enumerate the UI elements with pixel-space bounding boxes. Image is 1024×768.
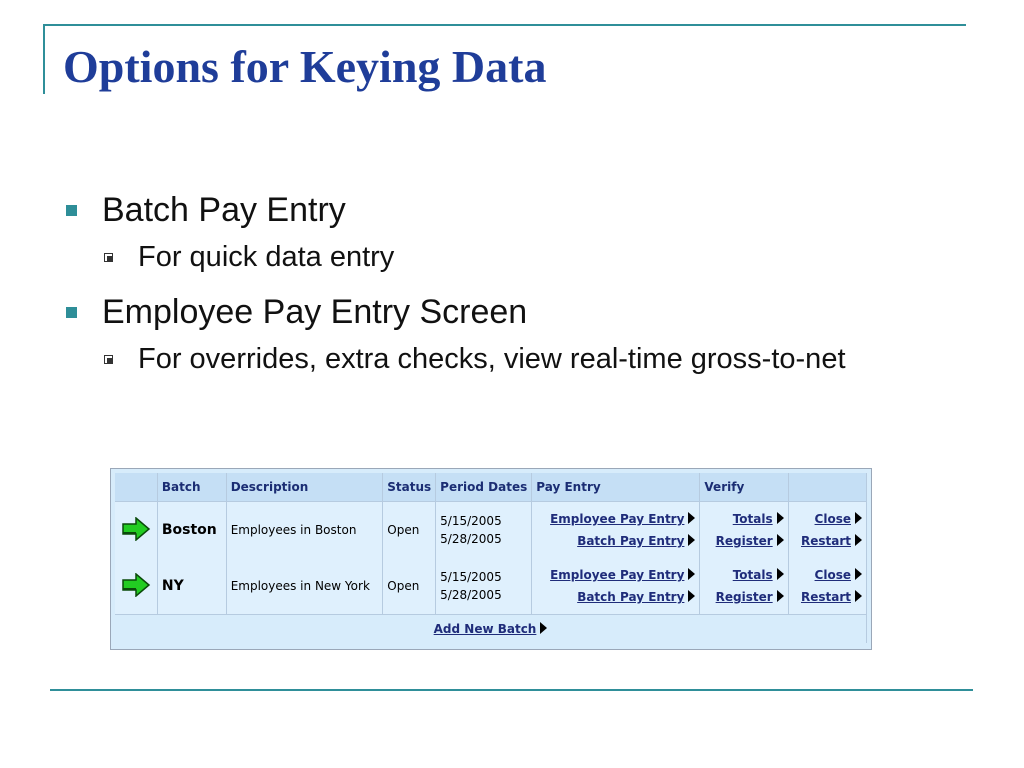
- header-description: Description: [226, 473, 383, 502]
- add-batch-cell: [115, 615, 867, 644]
- triangle-right-icon: [855, 590, 862, 602]
- header-status: Status: [383, 473, 436, 502]
- header-verify: Verify: [700, 473, 788, 502]
- go-cell[interactable]: [115, 502, 157, 559]
- totals-link[interactable]: Totals: [732, 512, 773, 526]
- close-link[interactable]: Close: [814, 568, 851, 582]
- sub-bullet-quick-entry: For quick data entry: [64, 240, 964, 274]
- header-pay-entry: Pay Entry: [532, 473, 700, 502]
- batch-description: Employees in New York: [226, 558, 383, 615]
- pay-entry-cell: [532, 558, 700, 615]
- table-row: [115, 558, 867, 615]
- restart-link[interactable]: Restart: [800, 590, 851, 604]
- triangle-right-icon: [777, 512, 784, 524]
- header-spacer: [115, 473, 157, 502]
- period-end: 5/28/2005: [440, 532, 502, 546]
- bullet-employee-pay-entry-screen: Employee Pay Entry Screen: [64, 292, 964, 332]
- slide-title: Options for Keying Data: [63, 41, 547, 92]
- employee-pay-entry-link[interactable]: Employee Pay Entry: [550, 568, 685, 582]
- batch-status: Open: [383, 502, 436, 559]
- bullet-list: [64, 190, 964, 394]
- table-header-row: [115, 473, 867, 502]
- triangle-right-icon: [688, 512, 695, 524]
- triangle-right-icon: [688, 590, 695, 602]
- period-start: 5/15/2005: [440, 514, 502, 528]
- batch-name: NY: [157, 558, 226, 615]
- hollow-square-bullet-icon: [104, 355, 113, 364]
- triangle-right-icon: [688, 568, 695, 580]
- hollow-square-bullet-icon: [104, 253, 113, 262]
- go-arrow-icon[interactable]: [121, 573, 151, 597]
- go-arrow-icon[interactable]: [121, 517, 151, 541]
- header-period-dates: Period Dates: [436, 473, 532, 502]
- triangle-right-icon: [777, 590, 784, 602]
- employee-pay-entry-link[interactable]: Employee Pay Entry: [550, 512, 685, 526]
- batch-pay-entry-link[interactable]: Batch Pay Entry: [577, 534, 685, 548]
- actions-cell: [788, 502, 866, 559]
- go-cell[interactable]: [115, 558, 157, 615]
- triangle-right-icon: [855, 512, 862, 524]
- batch-name: Boston: [157, 502, 226, 559]
- register-link[interactable]: Register: [715, 534, 773, 548]
- decorative-bottom-line: [50, 689, 973, 691]
- table-footer-row: [115, 615, 867, 644]
- period-start: 5/15/2005: [440, 570, 502, 584]
- period-dates: [436, 558, 532, 615]
- decorative-vertical-line: [43, 24, 45, 94]
- header-actions: [788, 473, 866, 502]
- add-new-batch-link[interactable]: Add New Batch: [433, 622, 537, 636]
- restart-link[interactable]: Restart: [800, 534, 851, 548]
- close-link[interactable]: Close: [814, 512, 851, 526]
- period-dates: [436, 502, 532, 559]
- triangle-right-icon: [855, 534, 862, 546]
- period-end: 5/28/2005: [440, 588, 502, 602]
- batch-status: Open: [383, 558, 436, 615]
- triangle-right-icon: [688, 534, 695, 546]
- batch-table: [115, 473, 867, 643]
- totals-link[interactable]: Totals: [732, 568, 773, 582]
- header-batch: Batch: [157, 473, 226, 502]
- triangle-right-icon: [777, 534, 784, 546]
- bullet-batch-pay-entry: Batch Pay Entry: [64, 190, 964, 230]
- triangle-right-icon: [855, 568, 862, 580]
- batch-description: Employees in Boston: [226, 502, 383, 559]
- triangle-right-icon: [777, 568, 784, 580]
- verify-cell: [700, 558, 788, 615]
- sub-bullet-overrides: For overrides, extra checks, view real-time gross-to-net: [64, 342, 958, 376]
- verify-cell: [700, 502, 788, 559]
- batch-screenshot: [110, 468, 872, 650]
- square-bullet-icon: [66, 307, 77, 318]
- pay-entry-cell: [532, 502, 700, 559]
- batch-pay-entry-link[interactable]: Batch Pay Entry: [577, 590, 685, 604]
- decorative-top-line: [43, 24, 966, 26]
- triangle-right-icon: [540, 622, 547, 634]
- square-bullet-icon: [66, 205, 77, 216]
- table-row: [115, 502, 867, 559]
- register-link[interactable]: Register: [715, 590, 773, 604]
- actions-cell: [788, 558, 866, 615]
